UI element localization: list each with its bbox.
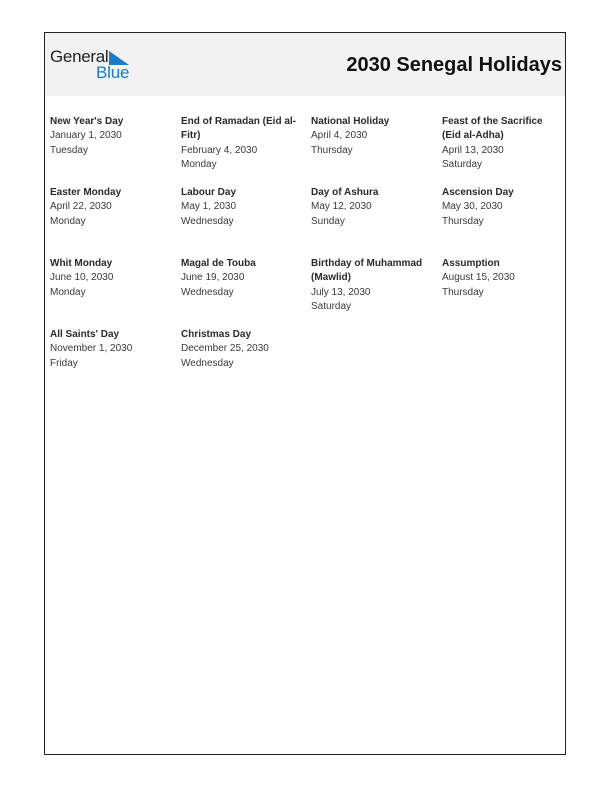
holiday-weekday: Wednesday (181, 286, 234, 298)
holiday-weekday: Thursday (442, 286, 484, 298)
holiday-weekday: Thursday (442, 215, 484, 227)
holiday-name: Magal de Touba (181, 258, 256, 269)
holiday-date: July 13, 2030 (311, 286, 371, 298)
holiday-weekday: Saturday (442, 158, 483, 170)
holiday-weekday: Monday (181, 158, 217, 170)
holiday-name: Christmas Day (181, 329, 252, 340)
holiday-entry (50, 186, 170, 229)
holiday-weekday: Monday (50, 215, 86, 227)
holiday-weekday: Wednesday (181, 215, 234, 227)
holiday-entry (181, 328, 301, 371)
holiday-date: April 22, 2030 (50, 201, 112, 213)
holiday-entry (50, 328, 170, 371)
holiday-date: April 13, 2030 (442, 144, 504, 156)
page-title: 2030 Senegal Holidays (346, 54, 562, 76)
holiday-name: All Saints' Day (50, 329, 120, 340)
holiday-date: May 1, 2030 (181, 201, 237, 213)
holiday-date: May 12, 2030 (311, 201, 372, 213)
holiday-weekday: Sunday (311, 215, 345, 227)
holiday-date: November 1, 2030 (50, 343, 133, 355)
logo[interactable] (50, 47, 140, 83)
holiday-entry (311, 186, 431, 229)
holiday-entry (442, 257, 562, 300)
holiday-name: Assumption (442, 258, 500, 269)
holiday-date: December 25, 2030 (181, 343, 269, 355)
holiday-weekday: Wednesday (181, 357, 234, 369)
holiday-entry (50, 257, 170, 300)
holiday-date: January 1, 2030 (50, 130, 122, 142)
holiday-entry (311, 257, 427, 314)
holiday-name: Ascension Day (442, 187, 514, 198)
holiday-name: New Year's Day (50, 116, 124, 127)
holiday-weekday: Thursday (311, 144, 353, 156)
holiday-entry (311, 115, 431, 158)
holiday-weekday: Monday (50, 286, 86, 298)
holiday-name: Feast of the Sacrifice (Eid al-Adha) (442, 116, 543, 142)
holiday-name: National Holiday (311, 116, 390, 127)
holiday-name: Day of Ashura (311, 187, 379, 198)
holiday-entry (181, 257, 301, 300)
holiday-weekday: Saturday (311, 300, 352, 312)
holiday-date: February 4, 2030 (181, 144, 258, 156)
holiday-name: End of Ramadan (Eid al-Fitr) (181, 116, 297, 142)
holiday-name: Easter Monday (50, 187, 122, 198)
holiday-name: Birthday of Muhammad (Mawlid) (311, 258, 423, 284)
holiday-date: August 15, 2030 (442, 272, 515, 284)
holiday-entry (181, 115, 299, 172)
holiday-date: April 4, 2030 (311, 130, 368, 142)
holiday-entry (50, 115, 170, 158)
holiday-date: May 30, 2030 (442, 201, 503, 213)
holiday-name: Whit Monday (50, 258, 113, 269)
holiday-weekday: Friday (50, 357, 78, 369)
holiday-name: Labour Day (181, 187, 237, 198)
holiday-entry (181, 186, 301, 229)
logo-word-blue: Blue (96, 63, 130, 82)
logo-word-general: General (50, 47, 109, 66)
holiday-entry (442, 115, 562, 172)
holiday-date: June 19, 2030 (181, 272, 245, 284)
holiday-entry (442, 186, 562, 229)
holiday-date: June 10, 2030 (50, 272, 114, 284)
holiday-weekday: Tuesday (50, 144, 88, 156)
